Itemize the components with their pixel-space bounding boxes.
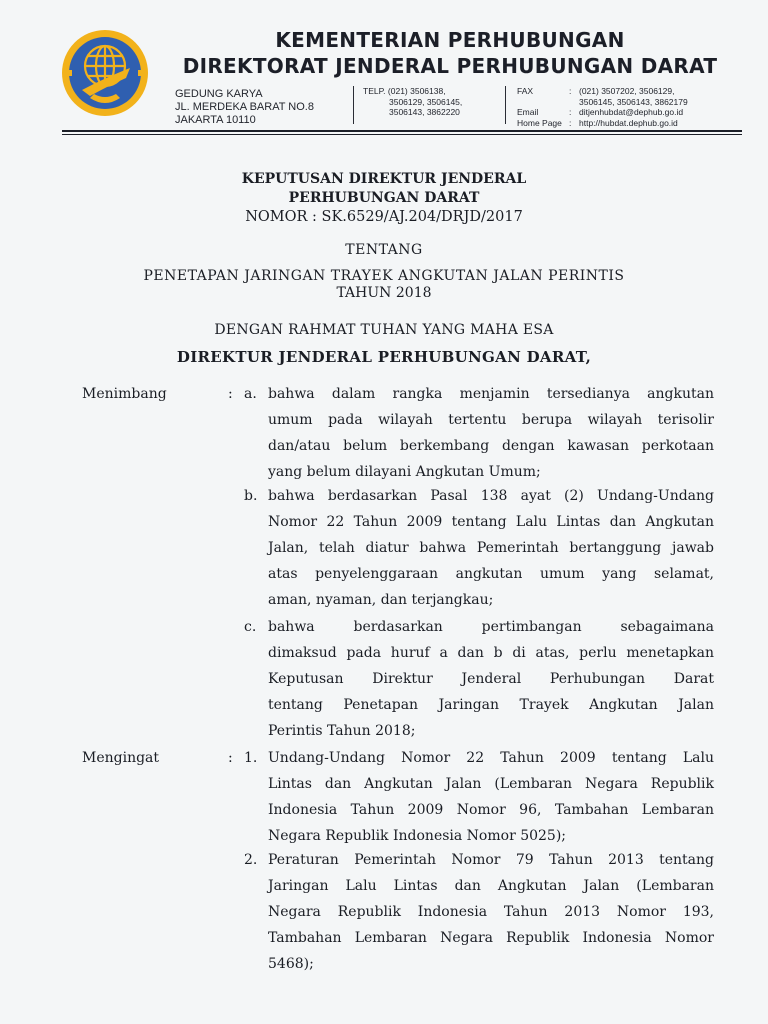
item-line: tentang Penetapan Jaringan Trayek Angkutan Jalan bbox=[268, 697, 714, 713]
letterhead-rule bbox=[62, 134, 742, 135]
item-line: Jaringan Lalu Lintas dan Angkutan Jalan (Lembaran bbox=[268, 878, 714, 894]
letterhead-rule bbox=[62, 130, 742, 132]
item-marker: 1. bbox=[244, 750, 258, 766]
legal-basis-item bbox=[268, 745, 714, 849]
item-line: Undang-Undang Nomor 22 Tahun 2009 tentang Lalu bbox=[268, 750, 714, 766]
decree-invocation: DENGAN RAHMAT TUHAN YANG MAHA ESA bbox=[214, 322, 554, 338]
email-address: ditjenhubdat@dephub.go.id bbox=[579, 107, 684, 117]
telp-line: 3506129, 3506145, bbox=[389, 96, 463, 107]
homepage-url: http://hubdat.dephub.go.id bbox=[579, 117, 678, 128]
item-line: bahwa berdasarkan pertimbangan sebagaimana bbox=[268, 619, 714, 635]
contact-block: FAX : (021) 3507202, 3506129, 3506145, 3506143, 3862179 Email : ditjenhubdat@dephub.go.id Home Page : http://hubdat.dephub.go.id bbox=[517, 86, 688, 128]
divider bbox=[505, 86, 506, 124]
item-line: aman, nyaman, dan terjangkau; bbox=[268, 592, 494, 608]
item-line: Peraturan Pemerintah Nomor 79 Tahun 2013 tentang bbox=[268, 852, 714, 868]
item-line: dimaksud pada huruf a dan b di atas, perlu menetapkan bbox=[268, 645, 714, 661]
item-line: yang belum dilayani Angkutan Umum; bbox=[268, 464, 541, 480]
item-line: Lintas dan Angkutan Jalan (Lembaran Negara Republik bbox=[268, 776, 714, 792]
decree-subject: PENETAPAN JARINGAN TRAYEK ANGKUTAN JALAN PERINTIS bbox=[143, 268, 625, 284]
decree-about: TENTANG bbox=[345, 242, 423, 258]
address-line: GEDUNG KARYA bbox=[175, 88, 263, 100]
telp-line: 3506143, 3862220 bbox=[389, 107, 460, 117]
fax-line: 3506145, 3506143, 3862179 bbox=[579, 96, 688, 107]
decree-title: KEPUTUSAN DIREKTUR JENDERAL bbox=[241, 171, 527, 187]
email-label: Email bbox=[517, 107, 539, 117]
consideration-item bbox=[268, 483, 714, 613]
consideration-item bbox=[268, 614, 714, 744]
item-marker: 2. bbox=[244, 852, 258, 868]
homepage-label: Home Page bbox=[517, 117, 562, 128]
item-line: Keputusan Direktur Jenderal Perhubungan Darat bbox=[268, 671, 714, 687]
telp-label: TELP. bbox=[363, 86, 386, 96]
section-colon: : bbox=[228, 750, 233, 766]
item-marker: a. bbox=[244, 386, 257, 402]
telephone-block bbox=[363, 86, 462, 118]
decree-subject: TAHUN 2018 bbox=[336, 285, 432, 301]
address-line: JAKARTA 10110 bbox=[175, 114, 256, 126]
section-label-mengingat: Mengingat bbox=[82, 750, 160, 766]
section-colon: : bbox=[228, 386, 233, 402]
item-line: 5468); bbox=[268, 956, 314, 972]
divider bbox=[353, 86, 354, 124]
telp-line: (021) 3506138, bbox=[387, 86, 446, 96]
item-line: Nomor 22 Tahun 2009 tentang Lalu Lintas dan Angkutan bbox=[268, 514, 714, 530]
address-line: JL. MERDEKA BARAT NO.8 bbox=[175, 101, 314, 113]
item-marker: c. bbox=[244, 619, 257, 635]
item-line: Negara Republik Indonesia Nomor 5025); bbox=[268, 828, 567, 844]
item-line: Jalan, telah diatur bahwa Pemerintah bertanggung jawab bbox=[268, 540, 714, 556]
consideration-item bbox=[268, 381, 714, 485]
item-line: bahwa berdasarkan Pasal 138 ayat (2) Undang-Undang bbox=[268, 488, 714, 504]
fax-label: FAX bbox=[517, 86, 534, 96]
item-line: Negara Republik Indonesia Tahun 2013 Nomor 193, bbox=[268, 904, 714, 920]
item-line: umum pada wilayah tertentu berupa wilayah terisolir bbox=[268, 412, 714, 428]
section-label-menimbang: Menimbang bbox=[82, 386, 167, 402]
item-line: Perintis Tahun 2018; bbox=[268, 723, 416, 739]
decree-number: NOMOR : SK.6529/AJ.204/DRJD/2017 bbox=[245, 209, 523, 225]
item-line: Indonesia Tahun 2009 Nomor 96, Tambahan Lembaran bbox=[268, 802, 714, 818]
decree-title: PERHUBUNGAN DARAT bbox=[288, 190, 480, 206]
item-line: Tambahan Lembaran Negara Republik Indonesia Nomor bbox=[268, 930, 714, 946]
ministry-logo-icon bbox=[60, 28, 150, 118]
directorate-name: DIREKTORAT JENDERAL PERHUBUNGAN DARAT bbox=[182, 54, 718, 78]
ministry-name: KEMENTERIAN PERHUBUNGAN bbox=[275, 28, 625, 52]
item-line: dan/atau belum berkembang dengan kawasan perkotaan bbox=[268, 438, 714, 454]
decree-issuer: DIREKTUR JENDERAL PERHUBUNGAN DARAT, bbox=[176, 348, 592, 366]
item-marker: b. bbox=[244, 488, 258, 504]
fax-line: (021) 3507202, 3506129, bbox=[579, 86, 675, 96]
item-line: bahwa dalam rangka menjamin tersedianya angkutan bbox=[268, 386, 714, 402]
item-line: atas penyelenggaraan angkutan umum yang selamat, bbox=[268, 566, 714, 582]
legal-basis-item bbox=[268, 847, 714, 977]
office-address bbox=[175, 88, 314, 127]
